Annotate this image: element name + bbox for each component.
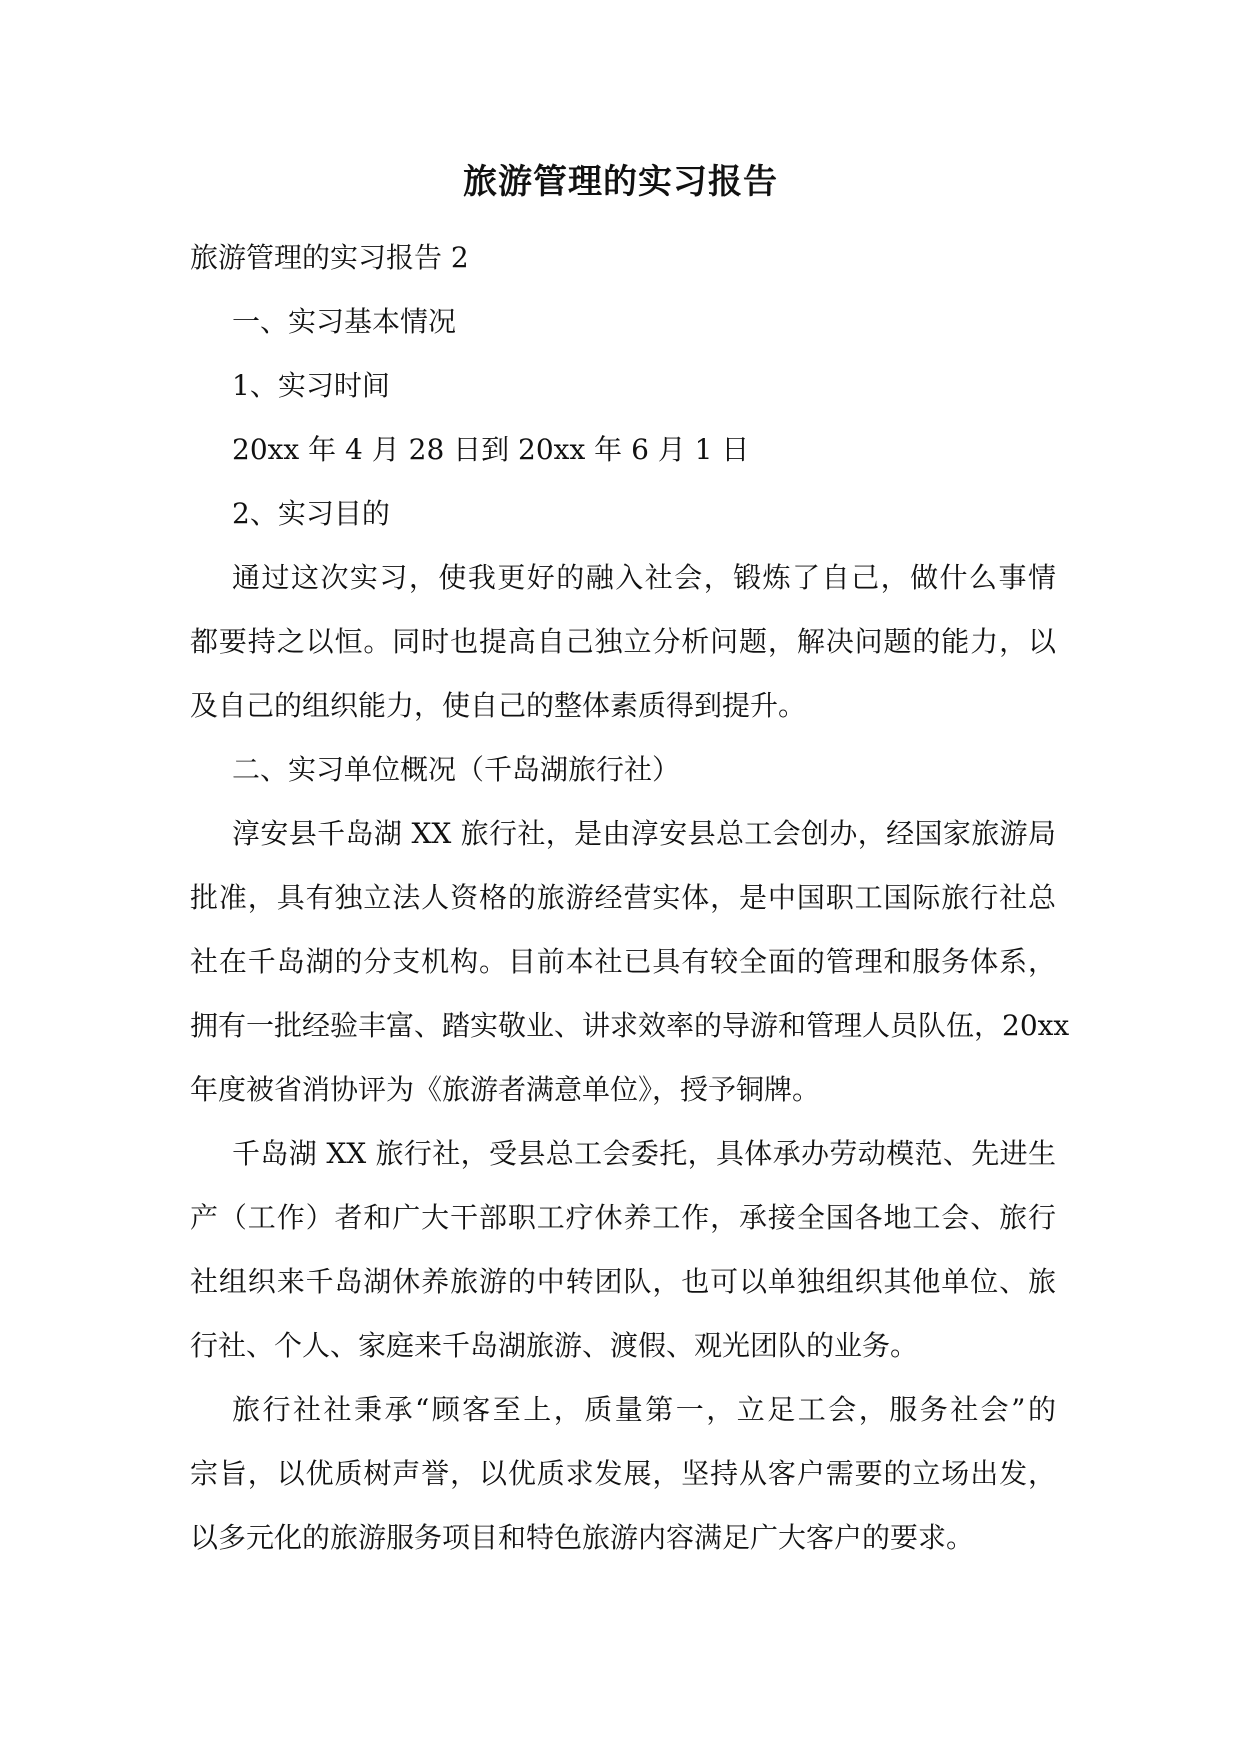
subsection-heading: 2、实习目的 [232,497,390,530]
section-heading: 二、实习单位概况（千岛湖旅行社） [232,753,681,786]
paragraph-line: 淳安县千岛湖 XX 旅行社，是由淳安县总工会创办，经国家旅游局 [232,817,1056,850]
paragraph-line: 及自己的组织能力，使自己的整体素质得到提升。 [190,689,807,722]
paragraph-line: 旅行社社秉承“顾客至上，质量第一，立足工会，服务社会”的 [232,1393,1056,1426]
paragraph-line: 千岛湖 XX 旅行社，受县总工会委托，具体承办劳动模范、先进生 [232,1137,1056,1170]
paragraph-line: 宗旨，以优质树声誉，以优质求发展，坚持从客户需要的立场出发， [190,1457,1056,1490]
paragraph-line: 年度被省消协评为《旅游者满意单位》，授予铜牌。 [190,1073,821,1106]
paragraph-line: 产（工作）者和广大干部职工疗休养工作，承接全国各地工会、旅行 [190,1201,1056,1234]
paragraph-line: 以多元化的旅游服务项目和特色旅游内容满足广大客户的要求。 [190,1521,975,1554]
paragraph-line: 都要持之以恒。同时也提高自己独立分析问题，解决问题的能力，以 [190,625,1056,658]
paragraph-line: 拥有一批经验丰富、踏实敬业、讲求效率的导游和管理人员队伍，20xx [190,1009,1070,1042]
paragraph-line: 社组织来千岛湖休养旅游的中转团队，也可以单独组织其他单位、旅 [190,1265,1056,1298]
subsection-heading: 1、实习时间 [232,369,390,402]
section-heading: 一、实习基本情况 [232,305,457,338]
paragraph-line: 批准，具有独立法人资格的旅游经营实体，是中国职工国际旅行社总 [190,881,1056,914]
document-body [190,226,1070,1570]
paragraph-line: 行社、个人、家庭来千岛湖旅游、渡假、观光团队的业务。 [190,1329,919,1362]
paragraph-line: 通过这次实习，使我更好的融入社会，锻炼了自己，做什么事情 [232,561,1056,594]
subtitle-line: 旅游管理的实习报告 2 [190,241,469,274]
paragraph-line: 20xx 年 4 月 28 日到 20xx 年 6 月 1 日 [232,433,750,466]
paragraph-line: 社在千岛湖的分支机构。目前本社已具有较全面的管理和服务体系， [190,945,1056,978]
document-title: 旅游管理的实习报告 [463,162,778,202]
